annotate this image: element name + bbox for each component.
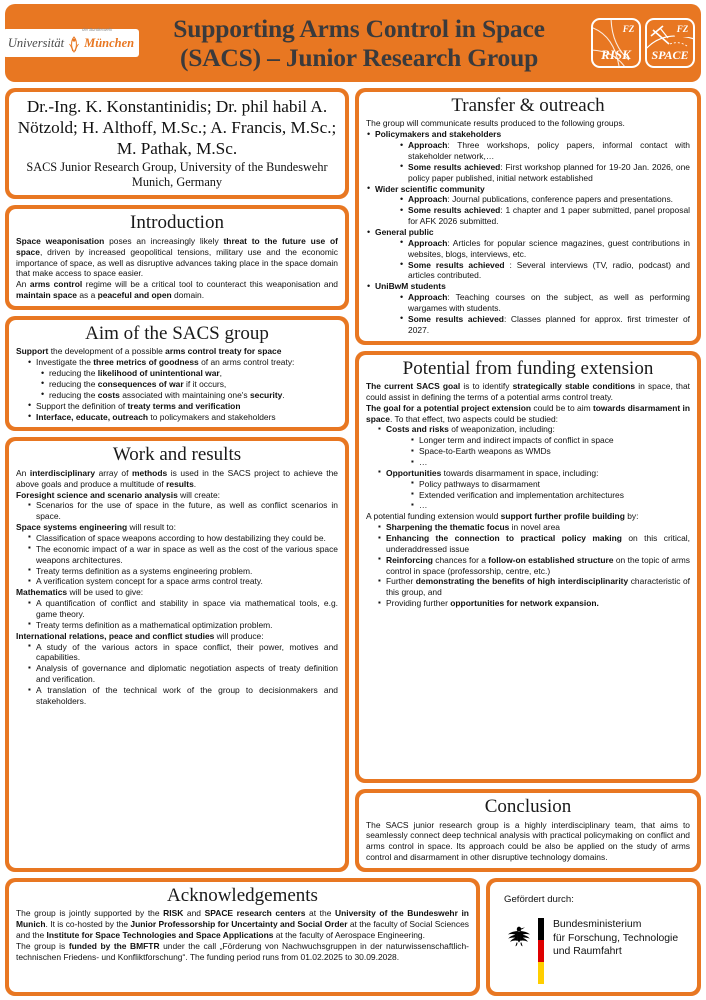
conclusion-body: The SACS junior research group is a highly interdisciplinary team, that aims to seamlessly connect deep technical analysis with practical policymaking on conflict and arms control in space. Its approach could be also be applied on the study of arms control and disarmament in other disruptive technology domains. (366, 819, 690, 863)
aim-lead: Support the development of a possible arms control treaty for space (16, 346, 282, 357)
potential-title: Potential from funding extension (402, 357, 654, 379)
potential-panel (355, 351, 701, 784)
list-item: ▪ The economic impact of a war in space as well as the cost of the various space weapons architectures. (27, 544, 338, 566)
research-center-badges (587, 18, 695, 68)
university-logo (7, 27, 135, 57)
transfer-group-name: UniBwM students (375, 281, 446, 292)
introduction-body (16, 236, 338, 301)
transfer-results: • Some results achieved : Several interviews (TV, radio, podcast) and articles contributed. (399, 260, 690, 282)
transfer-results: • Some results achieved: First workshop planned for 19-20 Jan. 2026, one policy paper published, initial network established (399, 162, 690, 184)
federal-eagle-icon (504, 918, 534, 955)
transfer-approach: • Approach: Articles for popular science magazines, guest contributions in websites, blogs, interviews, etc. (399, 238, 690, 260)
potential-profile-bullets (366, 522, 690, 609)
aim-bullet-list (16, 357, 338, 422)
list-item: ▪ A quantification of conflict and stability in space via mathematical tools, e.g. game theory. (27, 598, 338, 620)
poster-columns (5, 88, 701, 872)
space-badge-label: SPACE (651, 48, 689, 62)
authors-panel (5, 88, 349, 199)
aspect-item: ▪ Opportunities towards disarmament in space, including: ▪ Policy pathways to disarmament ▪ Extended verification and implementation architectures ▪ … (377, 468, 690, 511)
transfer-title: Transfer & outreach (451, 95, 605, 116)
list-item: ▪ Treaty terms definition as a systems engineering problem. (27, 566, 338, 577)
potential-paragraph-2: The goal for a potential project extension could be to aim towards disarmament in space. To that effect, two aspects could be studied: (366, 402, 691, 424)
acknowledgements-paragraph-2: The group is funded by the BMFTR under the call „Förderung von Nachwuchsgruppen in der naturwissenschaftlich-technischen Friedens- und Konfliktforschung“. The funding period runs from 01.02.2025 to 30.09.2028. (16, 940, 469, 962)
list-item: ▪ Policy pathways to disarmament (410, 479, 690, 490)
bmftr-logo (504, 918, 687, 984)
list-item: • reducing the likelihood of unintentional war, (40, 368, 338, 379)
transfer-results: • Some results achieved: Classes planned for approx. first trimester of 2027. (399, 314, 690, 336)
university-logo-superscript: der Bundeswehr (82, 27, 113, 32)
transfer-approach: • Approach: Teaching courses on the subject, as well as performing wargames with students. (399, 292, 690, 314)
aim-body (16, 346, 338, 422)
ministry-line-1: Bundesministerium (553, 919, 642, 930)
list-item: ▪ Scenarios for the use of space in the future, as well as conflict scenarios in space. (27, 500, 338, 522)
risk-badge-label: RISK (601, 47, 631, 62)
list-item: ▪ Further demonstrating the benefits of high interdisciplinarity characteristic of this group, and (377, 576, 690, 598)
list-item: ▪ Analysis of governance and diplomatic negotiation aspects of treaty definition and verification. (27, 663, 338, 685)
funder-label: Gefördert durch: (504, 894, 574, 905)
space-badge-corner-label: FZ (674, 22, 691, 37)
potential-aspects (366, 424, 690, 511)
work-groups (16, 490, 338, 707)
transfer-body (366, 118, 690, 335)
german-flag-icon (538, 918, 544, 984)
list-item: • Investigate the three metrics of goodness of an arms control treaty: (27, 357, 338, 368)
list-item: ▪ … (410, 500, 690, 511)
ministry-line-2: für Forschung, Technologie (553, 932, 679, 944)
list-item: ▪ Enhancing the connection to practical policy making on this critical, underaddressed issue (377, 533, 690, 555)
acknowledgements-paragraph-1: The group is jointly supported by the RISK and SPACE research centers at the University of the Bundeswehr in Munich. It is co-hosted by the Junior Professorship for Uncertainty and Social Order at the faculty of Social Sciences and the Institute for Space Technologies and Space Applications at the faculty of Aerospace Engineering. (16, 908, 469, 941)
risk-badge-corner-label: FZ (620, 22, 637, 37)
transfer-group-name: General public (375, 227, 434, 237)
author-affiliation: SACS Junior Research Group, University of the Bundeswehr Munich, Germany (26, 160, 328, 189)
ministry-name (553, 918, 678, 959)
transfer-group (366, 129, 690, 183)
right-column (355, 88, 701, 872)
list-item: ▪ A verification system concept for a space arms control treaty. (27, 576, 338, 587)
acknowledgements-title: Acknowledgements (167, 885, 318, 906)
transfer-group (366, 184, 690, 227)
group-heading: Foresight science and scenario analysis will create: (16, 489, 220, 500)
potential-paragraph-1: The current SACS goal is to identify strategically stable conditions in space, that could assist in defining the terms of a potential arms control treaty. (366, 381, 690, 402)
list-item: ▪ Longer term and indirect impacts of conflict in space (410, 435, 690, 446)
transfer-group-name: Wider scientific community (375, 183, 485, 194)
transfer-results: • Some results achieved: 1 chapter and 1 paper submitted, panel proposal for AFK 2026 submitted. (399, 205, 690, 227)
introduction-paragraph-2: An arms control regime will be a critical tool to counteract this weaponisation and maintain space as a peaceful and open domain. (16, 279, 338, 301)
poster-title-line2: (SACS) – Junior Research Group (179, 43, 539, 72)
transfer-lead: The group will communicate results produced to the following groups. (366, 118, 625, 129)
list-item: ▪ Extended verification and implementation architectures (410, 490, 690, 501)
potential-paragraph-3: A potential funding extension would support further profile building by: (366, 511, 639, 522)
list-item: ▪ Providing further opportunities for network expansion. (377, 598, 690, 609)
poster-header (5, 4, 701, 82)
potential-body (366, 381, 690, 609)
list-item: ▪ Treaty terms definition as a mathematical optimization problem. (27, 620, 338, 631)
group-heading: Mathematics will be used to give: (16, 587, 144, 598)
risk-badge (591, 18, 641, 68)
list-item: ▪ Space-to-Earth weapons as WMDs (410, 446, 690, 457)
transfer-group-name: Policymakers and stakeholders (375, 129, 502, 140)
acknowledgements-body (16, 908, 469, 962)
transfer-approach: • Approach: Three workshops, policy papers, informal contact with stakeholder network,… (399, 140, 690, 162)
poster-title-line1: Supporting Arms Control in Space (173, 13, 545, 43)
ministry-line-3: und Raumfahrt (553, 946, 622, 958)
work-title: Work and results (112, 444, 242, 466)
transfer-group (366, 281, 690, 335)
university-logo-word2: München (84, 36, 135, 50)
acknowledgements-panel (5, 878, 480, 996)
transfer-panel (355, 88, 701, 345)
list-item: • Interface, educate, outreach to policymakers and stakeholders (27, 412, 338, 423)
work-body (16, 468, 338, 707)
poster-footer (5, 878, 701, 996)
space-badge (645, 18, 695, 68)
transfer-approach: • Approach: Journal publications, conference papers and presentations. (399, 194, 690, 205)
aim-panel (5, 316, 349, 431)
left-column (5, 88, 349, 872)
page-title (131, 14, 587, 73)
list-item: ▪ A translation of the technical work of the group to decisionmakers and stakeholders. (27, 685, 338, 707)
list-item: • reducing the costs associated with maintaining one's security. (40, 390, 338, 401)
introduction-panel (5, 205, 349, 310)
author-list: Dr.-Ing. K. Konstantinidis; Dr. phil habil A. Nötzold; H. Althoff, M.Sc.; A. Francis, M.Sc.; M. Pathak, M.Sc. (17, 97, 337, 158)
transfer-group (366, 227, 690, 281)
list-item: ▪ … (410, 457, 690, 468)
list-item: ▪ Classification of space weapons according to how destabilizing they could be. (27, 533, 338, 544)
list-item: ▪ Reinforcing chances for a follow-on established structure on the topic of arms control in space (professorship, centre, etc.) (377, 555, 690, 577)
funder-panel (486, 878, 701, 996)
work-panel (5, 437, 349, 872)
transfer-groups (366, 129, 690, 335)
introduction-title: Introduction (130, 212, 224, 234)
list-item: • reducing the consequences of war if it occurs, (40, 379, 338, 390)
unibw-emblem-icon (66, 33, 82, 53)
group-heading: Space systems engineering will result to: (16, 522, 176, 533)
work-lead: An interdisciplinary array of methods is used in the SACS project to achieve the above goals and produce a multitude of results. (16, 467, 338, 489)
list-item: • Support the definition of treaty terms and verification (27, 401, 338, 412)
aim-title: Aim of the SACS group (85, 323, 269, 344)
introduction-paragraph-1: Space weaponisation poses an increasingly likely threat to the future use of space, driven by increased geopolitical tensions, military use and the economic importance of space, as well as disruptive advances taking place in the space domain that make access to space easier. (16, 235, 338, 279)
conclusion-panel (355, 789, 701, 872)
university-logo-word1: Universität (7, 35, 65, 50)
list-item: ▪ A study of the various actors in space conflict, their power, motives and capabilities. (27, 642, 338, 664)
conclusion-title: Conclusion (484, 796, 572, 818)
aspect-item: ▪ Costs and risks of weaponization, including: ▪ Longer term and indirect impacts of conflict in space ▪ Space-to-Earth weapons as WMDs ▪ … (377, 424, 690, 467)
group-heading: International relations, peace and conflict studies will produce: (16, 630, 264, 641)
list-item: ▪ Sharpening the thematic focus in novel area (377, 522, 690, 533)
